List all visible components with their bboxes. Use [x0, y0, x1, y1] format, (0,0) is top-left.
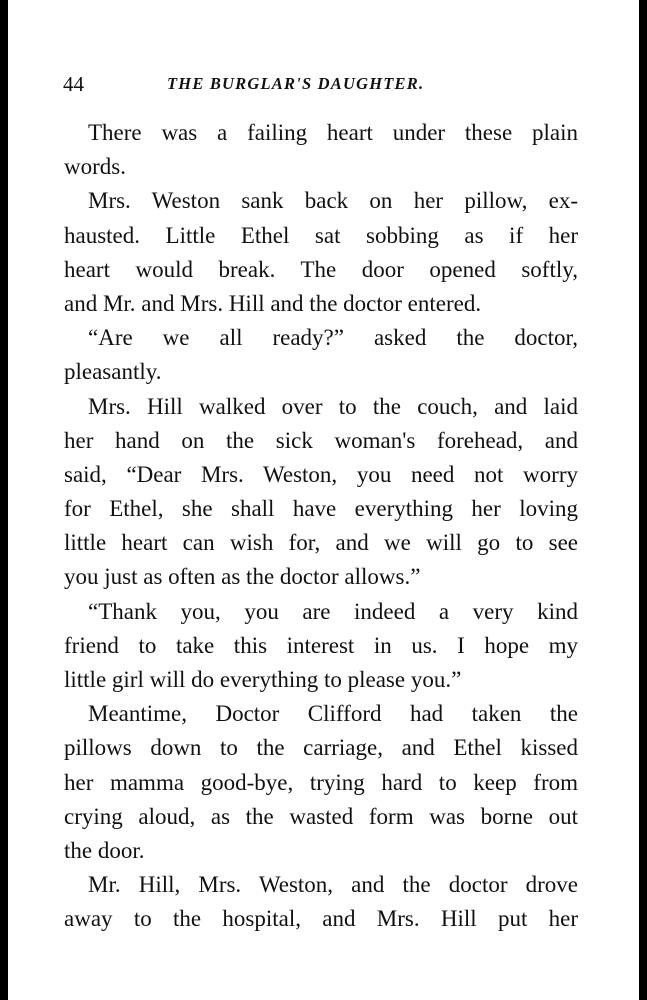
text-line: “Are we all ready?” asked the doctor, [88, 325, 578, 351]
text-line: little girl will do everything to please you.” [64, 667, 462, 692]
body-text [64, 116, 578, 937]
text-line: hausted. Little Ethel sat sobbing as if her [64, 222, 578, 248]
text-line: her hand on the sick woman's forehead, and [64, 427, 578, 453]
text-line: Mrs. Hill walked over to the couch, and laid [88, 393, 578, 419]
text-line: There was a failing heart under these plain [88, 120, 578, 145]
text-line: said, “Dear Mrs. Weston, you need not worry [64, 461, 578, 487]
text-line: crying aloud, as the wasted form was borne out [64, 803, 578, 829]
text-line: pillows down to the carriage, and Ethel kissed [64, 735, 578, 761]
text-line: away to the hospital, and Mrs. Hill put her [64, 906, 578, 932]
text-line: friend to take this interest in us. I hope my [64, 632, 578, 658]
text-line: and Mr. and Mrs. Hill and the doctor entered. [64, 290, 482, 316]
text-line: Meantime, Doctor Clifford had taken the [88, 701, 578, 727]
text-line: “Thank you, you are indeed a very kind [88, 598, 578, 624]
text-line: you just as often as the doctor allows.” [64, 564, 421, 590]
text-line: pleasantly. [64, 359, 162, 385]
text-line: for Ethel, she shall have everything her loving [64, 496, 578, 522]
text-line: words. [64, 154, 126, 180]
text-line: the door. [64, 837, 145, 863]
book-page [8, 0, 639, 1000]
text-line: Mr. Hill, Mrs. Weston, and the doctor drove [88, 872, 578, 898]
page-number: 44 [63, 72, 84, 96]
text-line: Mrs. Weston sank back on her pillow, ex- [88, 188, 578, 214]
text-line: little heart can wish for, and we will go to see [64, 530, 578, 556]
page-header [63, 72, 493, 102]
text-line: heart would break. The door opened softly, [64, 256, 578, 282]
running-title: THE BURGLAR'S DAUGHTER. [167, 74, 425, 93]
text-line: her mamma good-bye, trying hard to keep from [64, 769, 578, 795]
